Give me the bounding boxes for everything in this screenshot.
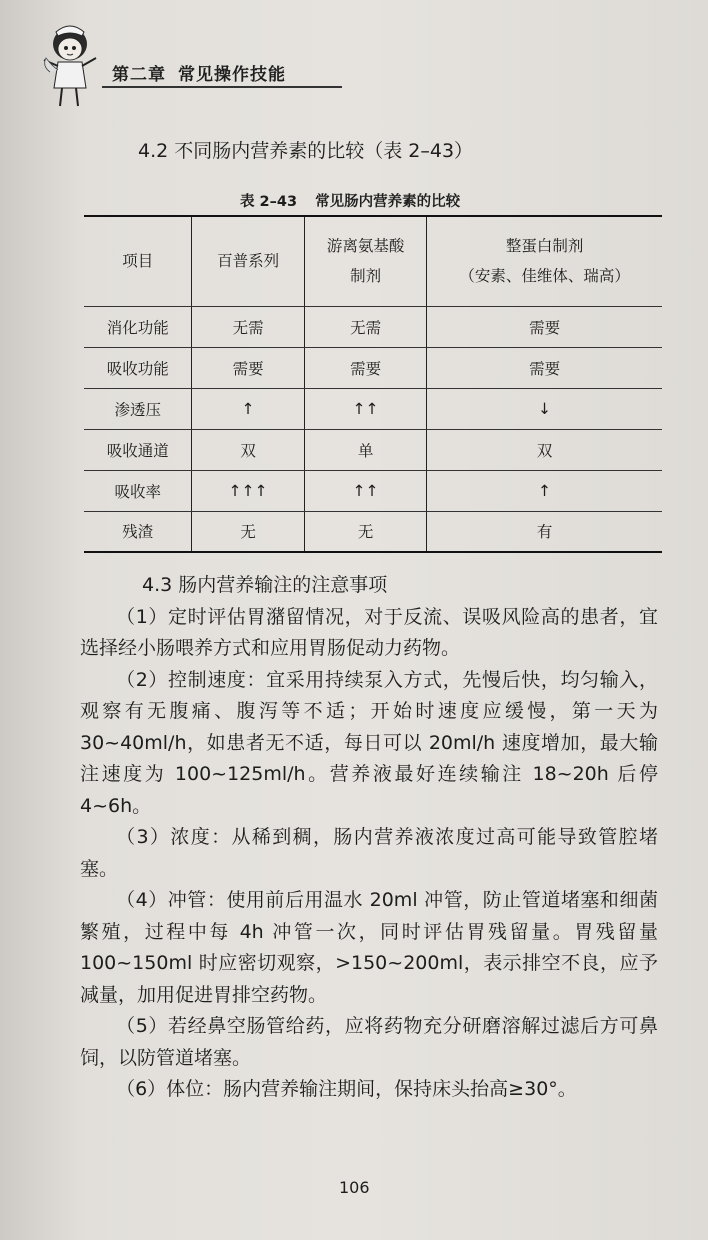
table-header-row <box>84 216 662 306</box>
paragraph: （1）定时评估胃潴留情况，对于反流、误吸风险高的患者，宜选择经小肠喂养方式和应用胃肠促动力药物。 <box>80 605 658 659</box>
table-cell: 无 <box>304 511 426 552</box>
table-cell: ↑ <box>427 470 662 511</box>
paragraph: （2）控制速度：宜采用持续泵入方式，先慢后快，均匀输入，观察有无腹痛、腹泻等不适；开始时速度应缓慢，第一天为 30~40ml/h，如患者无不适，每日可以 20ml/h 速度增加，最大输注速度为 100~125ml/h。营养液最好连续输注 18~20h 后停 4~6h。 <box>80 668 658 817</box>
page-number: 106 <box>339 1178 370 1197</box>
header-label: 制剂 <box>350 267 382 286</box>
row-label: 残渣 <box>84 511 192 552</box>
paragraph: （6）体位：肠内营养输注期间，保持床头抬高≥30°。 <box>116 1078 577 1100</box>
paragraph: （3）浓度：从稀到稠，肠内营养液浓度过高可能导致管腔堵塞。 <box>80 826 658 880</box>
header-cell-peptamen <box>192 216 305 306</box>
table-cell: ↑↑↑ <box>192 470 305 511</box>
row-label: 吸收功能 <box>84 347 192 388</box>
section-title: 4.2 不同肠内营养素的比较（表 2–43） <box>138 140 474 162</box>
comparison-table <box>84 215 662 553</box>
row-label: 消化功能 <box>84 306 192 347</box>
paragraph: （5）若经鼻空肠管给药，应将药物充分研磨溶解过滤后方可鼻饲，以防管道堵塞。 <box>80 1015 658 1069</box>
table-cell: 双 <box>427 429 662 470</box>
table-caption <box>240 190 460 211</box>
table-row <box>84 511 662 552</box>
subsection-title: 4.3 肠内营养输注的注意事项 <box>142 574 388 596</box>
page-header <box>36 22 336 112</box>
table-cell: ↓ <box>427 388 662 429</box>
table-cell: 需要 <box>304 347 426 388</box>
table-caption-title: 常见肠内营养素的比较 <box>315 194 461 210</box>
header-label: 百普系列 <box>217 252 280 271</box>
header-label: （安素、佳维体、瑞高） <box>459 267 630 286</box>
table-cell: 需要 <box>192 347 305 388</box>
row-label: 渗透压 <box>84 388 192 429</box>
chapter-number: 第二章 <box>112 65 166 85</box>
table-cell: ↑ <box>192 388 305 429</box>
chapter-title: 常见操作技能 <box>178 65 286 85</box>
header-cell-amino-acid <box>304 216 426 306</box>
table-row <box>84 429 662 470</box>
table-cell: 无 <box>192 511 305 552</box>
body-text <box>80 570 658 1106</box>
header-cell-whole-protein <box>427 216 662 306</box>
table-row <box>84 470 662 511</box>
header-cell-item <box>84 216 192 306</box>
table-cell: 无需 <box>304 306 426 347</box>
table-cell: 有 <box>427 511 662 552</box>
table-cell: 单 <box>304 429 426 470</box>
table-cell: 需要 <box>427 347 662 388</box>
header-rule <box>102 86 342 88</box>
row-label: 吸收通道 <box>84 429 192 470</box>
table-row <box>84 306 662 347</box>
row-label: 吸收率 <box>84 470 192 511</box>
table-cell: 无需 <box>192 306 305 347</box>
paragraph: （4）冲管：使用前后用温水 20ml 冲管，防止管道堵塞和细菌繁殖，过程中每 4h 冲管一次，同时评估胃残留量。胃残留量 100~150ml 时应密切观察，>150~200ml，表示排空不良，应予减量，加用促进胃排空药物。 <box>80 889 658 1006</box>
table-cell: 双 <box>192 429 305 470</box>
table-row <box>84 388 662 429</box>
table-caption-number: 表 2–43 <box>240 194 298 210</box>
header-label: 游离氨基酸 <box>326 237 405 256</box>
nurse-mascot-icon <box>36 22 106 112</box>
table-row <box>84 347 662 388</box>
chapter-heading <box>112 60 298 85</box>
table-cell: ↑↑ <box>304 470 426 511</box>
table-cell: ↑↑ <box>304 388 426 429</box>
header-label: 项目 <box>122 252 154 271</box>
table-cell: 需要 <box>427 306 662 347</box>
header-label: 整蛋白制剂 <box>505 237 584 256</box>
